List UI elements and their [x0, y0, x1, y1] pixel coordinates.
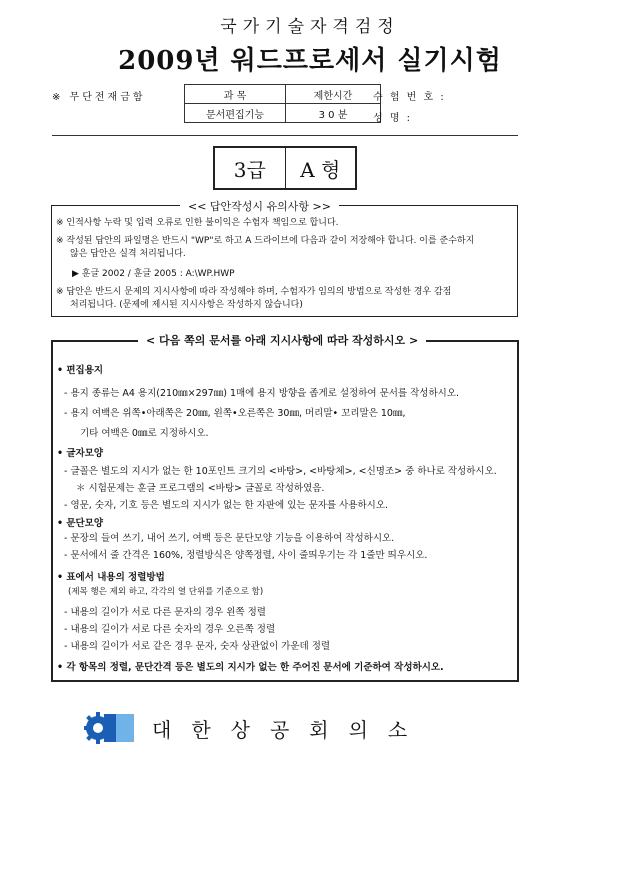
subject-value: 문서편집기능 [185, 104, 286, 123]
instruction-line: (제목 행은 제외 하고, 각각의 열 단위를 기준으로 함) [68, 587, 264, 597]
table-row [185, 85, 381, 104]
instruction-line: - 내용의 길이가 서로 다른 숫자의 경우 오른쪽 정렬 [64, 624, 276, 635]
caution-line: ▶ 훈글 2002 / 훈글 2005 : A:\WP.HWP [72, 269, 235, 279]
chamber-logo-icon [84, 712, 134, 744]
instruction-line: - 영문, 숫자, 기호 등은 별도의 지시가 없는 한 자판에 있는 문자를 사용하시오. [64, 500, 389, 511]
caution-line: ※ 작성된 답안의 파일명은 반드시 "WP"로 하고 A 드라이브에 다음과 같이 저장해야 합니다. 이를 준수하지 [56, 236, 475, 246]
exam-info-table [184, 84, 381, 123]
caution-line: ※ 인적사항 누락 및 입력 오류로 인한 불이익은 수험자 책임으로 합니다. [56, 218, 339, 228]
exam-title: 2009년 워드프로세서 실기시험 [118, 46, 502, 76]
instruction-line: - 내용의 길이가 서로 같은 경우 문자, 숫자 상관없이 가운데 정렬 [64, 641, 331, 652]
chamber-name: 대한상공회의소 [152, 718, 428, 742]
section-heading: • 글자모양 [57, 448, 104, 459]
time-limit-label: 제한시간 [286, 85, 381, 104]
caution-line: ※ 답안은 반드시 문제의 지시사항에 따라 작성해야 하며, 수험자가 임의의 방법으로 작성한 경우 감점 [56, 287, 452, 297]
grade-level: 3급 [215, 148, 286, 188]
instruction-line: - 용지 종류는 A4 용지(210㎜×297㎜) 1매에 용지 방향을 좁게로 설정하여 문서를 작성하시오. [64, 388, 460, 399]
section-heading: • 표에서 내용의 정렬방법 [57, 572, 165, 583]
divider [52, 135, 518, 136]
caution-line: 않은 답안은 실격 처리됩니다. [70, 249, 186, 259]
section-heading: • 문단모양 [57, 518, 104, 529]
final-note: • 각 항목의 정렬, 문단간격 등은 별도의 지시가 없는 한 주어진 문서에 기준하여 작성하시오. [57, 662, 444, 673]
reproduction-notice: ※ 무단전재금함 [52, 92, 146, 103]
organization-title: 국가기술자격검정 [220, 17, 400, 37]
section-heading: • 편집용지 [57, 365, 104, 376]
instruction-line: - 용지 여백은 위쪽•아래쪽은 20㎜, 왼쪽•오른쪽은 30㎜, 머리말• 꼬리말은 10㎜, [64, 408, 406, 419]
instruction-line: 기타 여백은 0㎜로 지정하시오. [80, 428, 209, 439]
instruction-line: - 문서에서 줄 간격은 160%, 정렬방식은 양쪽정렬, 사이 줄띄우기는 각 1줄만 띄우시오. [64, 550, 428, 561]
caution-line: 처리됩니다. (문제에 제시된 지시사항은 작성하지 않습니다) [70, 300, 303, 310]
instruction-line: ＊ 시험문제는 훈글 프로그램의 <바탕> 글꼴로 작성하였음. [76, 483, 325, 494]
instructions-title: < 다음 쪽의 문서를 아래 지시사항에 따라 작성하시오 > [138, 332, 426, 348]
subject-label: 과 목 [185, 85, 286, 104]
grade-type: A 형 [300, 157, 341, 182]
table-row [185, 104, 381, 123]
caution-title: << 답안작성시 유의사항 >> [180, 198, 339, 214]
instruction-line: - 문장의 들여 쓰기, 내어 쓰기, 여백 등은 문단모양 기능을 이용하여 작성하시오. [64, 533, 395, 544]
candidate-number-label: 수 험 번 호 : [373, 92, 446, 103]
instruction-line: - 글꼴은 별도의 지시가 없는 한 10포인트 크기의 <바탕>, <바탕체>, <신명조> 중 하나로 작성하시오. [64, 466, 497, 477]
time-limit-value: 3 0 분 [286, 104, 381, 123]
instruction-line: - 내용의 길이가 서로 다른 문자의 경우 왼쪽 정렬 [64, 607, 266, 618]
candidate-name-label: 성 명 : [373, 113, 413, 124]
grade-box [213, 146, 357, 190]
